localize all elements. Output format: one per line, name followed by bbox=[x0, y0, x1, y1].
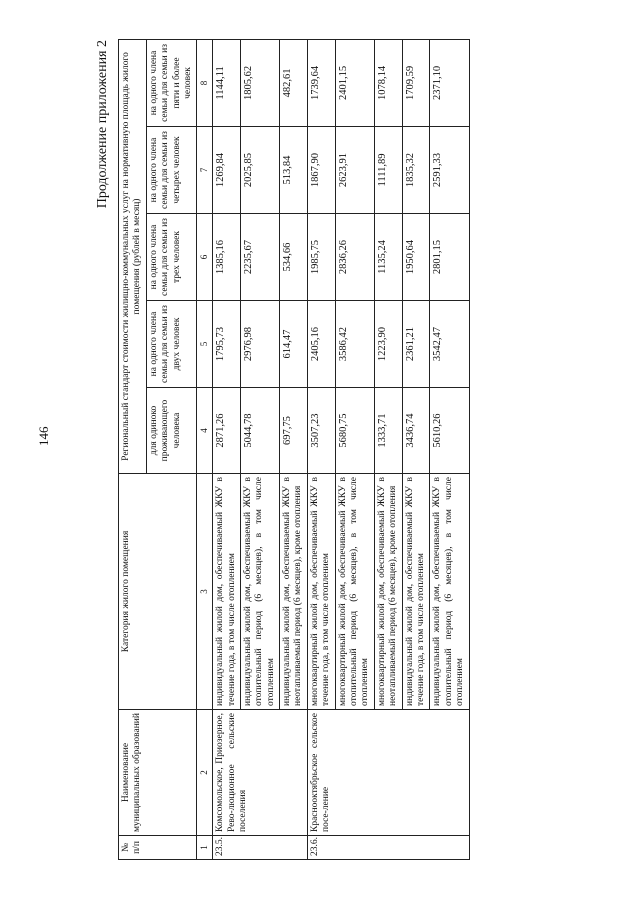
value-cell: 5610,26 bbox=[430, 388, 469, 474]
housing-category: многоквартирный жилой дом, обеспечиваемый ЖКУ в течение года, в том числе отоплением bbox=[307, 474, 335, 710]
value-cell: 482,61 bbox=[280, 39, 308, 126]
housing-category: индивидуальный жилой дом, обеспечиваемый ЖКУ в отопительный период (6 месяцев), в том числе отоплением bbox=[240, 474, 279, 710]
value-cell: 513,84 bbox=[280, 127, 308, 214]
value-cell: 1135,24 bbox=[374, 214, 402, 301]
value-cell: 2623,91 bbox=[335, 127, 374, 214]
column-index: 4 bbox=[197, 388, 213, 474]
header-category: Категория жилого помещения bbox=[119, 474, 197, 710]
value-cell: 1709,59 bbox=[402, 39, 430, 126]
housing-category: многоквартирный жилой дом, обеспечиваемый ЖКУ в отопительный период (6 месяцев), в том числе отоплением bbox=[335, 474, 374, 710]
value-cell: 1795,73 bbox=[213, 301, 241, 388]
value-cell: 697,75 bbox=[280, 388, 308, 474]
value-cell: 2401,15 bbox=[335, 39, 374, 126]
value-cell: 1223,90 bbox=[374, 301, 402, 388]
column-index: 1 bbox=[197, 836, 213, 860]
column-index-row bbox=[197, 39, 213, 859]
table-row bbox=[307, 39, 335, 859]
row-number: 23.6. bbox=[307, 836, 469, 860]
value-cell: 1805,62 bbox=[240, 39, 279, 126]
value-cell: 3542,47 bbox=[430, 301, 469, 388]
value-cell: 1867,90 bbox=[307, 127, 335, 214]
column-index: 5 bbox=[197, 301, 213, 388]
value-cell: 1333,71 bbox=[374, 388, 402, 474]
value-cell: 1385,16 bbox=[213, 214, 241, 301]
housing-category: индивидуальный жилой дом, обеспечиваемый ЖКУ в неотапливаемый период (6 месяцев), кроме отопления bbox=[280, 474, 308, 710]
housing-category: индивидуальный жилой дом, обеспечиваемый ЖКУ в отопительный период (6 месяцев), в том числе отоплением bbox=[430, 474, 469, 710]
value-cell: 3436,74 bbox=[402, 388, 430, 474]
column-index: 7 bbox=[197, 127, 213, 214]
value-cell: 2361,21 bbox=[402, 301, 430, 388]
subheader-single: для одиноко проживающего человека bbox=[146, 388, 197, 474]
subheader-family-5: на одного члена семьи для семьи из пяти и более человек bbox=[146, 39, 197, 126]
row-number: 23.5. bbox=[213, 836, 308, 860]
page-number: 146 bbox=[36, 426, 51, 446]
value-cell: 614,47 bbox=[280, 301, 308, 388]
header-municipality: Наименование муниципальных образований bbox=[119, 710, 197, 836]
value-cell: 2405,16 bbox=[307, 301, 335, 388]
municipality-name: Краснооктябрьское сельское посе-ление bbox=[307, 710, 469, 836]
subheader-family-4: на одного члена семьи для семьи из четырех человек bbox=[146, 127, 197, 214]
value-cell: 3507,23 bbox=[307, 388, 335, 474]
table-row bbox=[213, 39, 241, 859]
header-standard: Региональный стандарт стоимости жилищно-коммунальных услуг на нормативную площадь жилого помещения (рублей в месяц) bbox=[119, 39, 147, 473]
value-cell: 1111,89 bbox=[374, 127, 402, 214]
value-cell: 3586,42 bbox=[335, 301, 374, 388]
value-cell: 1985,75 bbox=[307, 214, 335, 301]
value-cell: 1078,14 bbox=[374, 39, 402, 126]
rotated-page-content bbox=[92, 40, 602, 860]
housing-category: индивидуальный жилой дом, обеспечиваемый ЖКУ в течение года, в том числе отоплением bbox=[213, 474, 241, 710]
header-row bbox=[119, 39, 147, 859]
value-cell: 534,66 bbox=[280, 214, 308, 301]
municipality-name: Комсомольское, Приозерное, Рево-люционное сельские поселения bbox=[213, 710, 308, 836]
header-num: № п/п bbox=[119, 836, 197, 860]
value-cell: 1269,84 bbox=[213, 127, 241, 214]
value-cell: 5044,78 bbox=[240, 388, 279, 474]
column-index: 3 bbox=[197, 474, 213, 710]
value-cell: 2976,98 bbox=[240, 301, 279, 388]
subheader-family-2: на одного члена семьи для семьи из двух человек bbox=[146, 301, 197, 388]
housing-category: многоквартирный жилой дом, обеспечиваемый ЖКУ в неотапливаемый период (6 месяцев), кроме отопления bbox=[374, 474, 402, 710]
value-cell: 1739,64 bbox=[307, 39, 335, 126]
value-cell: 2371,10 bbox=[430, 39, 469, 126]
value-cell: 2591,33 bbox=[430, 127, 469, 214]
value-cell: 1950,64 bbox=[402, 214, 430, 301]
value-cell: 1144,11 bbox=[213, 39, 241, 126]
value-cell: 2235,67 bbox=[240, 214, 279, 301]
housing-category: индивидуальный жилой дом, обеспечиваемый ЖКУ в течение года, в том числе отоплением bbox=[402, 474, 430, 710]
tariff-table bbox=[118, 39, 470, 860]
value-cell: 5680,75 bbox=[335, 388, 374, 474]
column-index: 6 bbox=[197, 214, 213, 301]
column-index: 8 bbox=[197, 39, 213, 126]
value-cell: 2801,15 bbox=[430, 214, 469, 301]
value-cell: 1835,32 bbox=[402, 127, 430, 214]
value-cell: 2025,85 bbox=[240, 127, 279, 214]
value-cell: 2871,26 bbox=[213, 388, 241, 474]
continuation-label: Продолжение приложения 2 bbox=[95, 40, 110, 209]
value-cell: 2836,26 bbox=[335, 214, 374, 301]
column-index: 2 bbox=[197, 710, 213, 836]
subheader-family-3: на одного члена семьи для семьи из трех человек bbox=[146, 214, 197, 301]
